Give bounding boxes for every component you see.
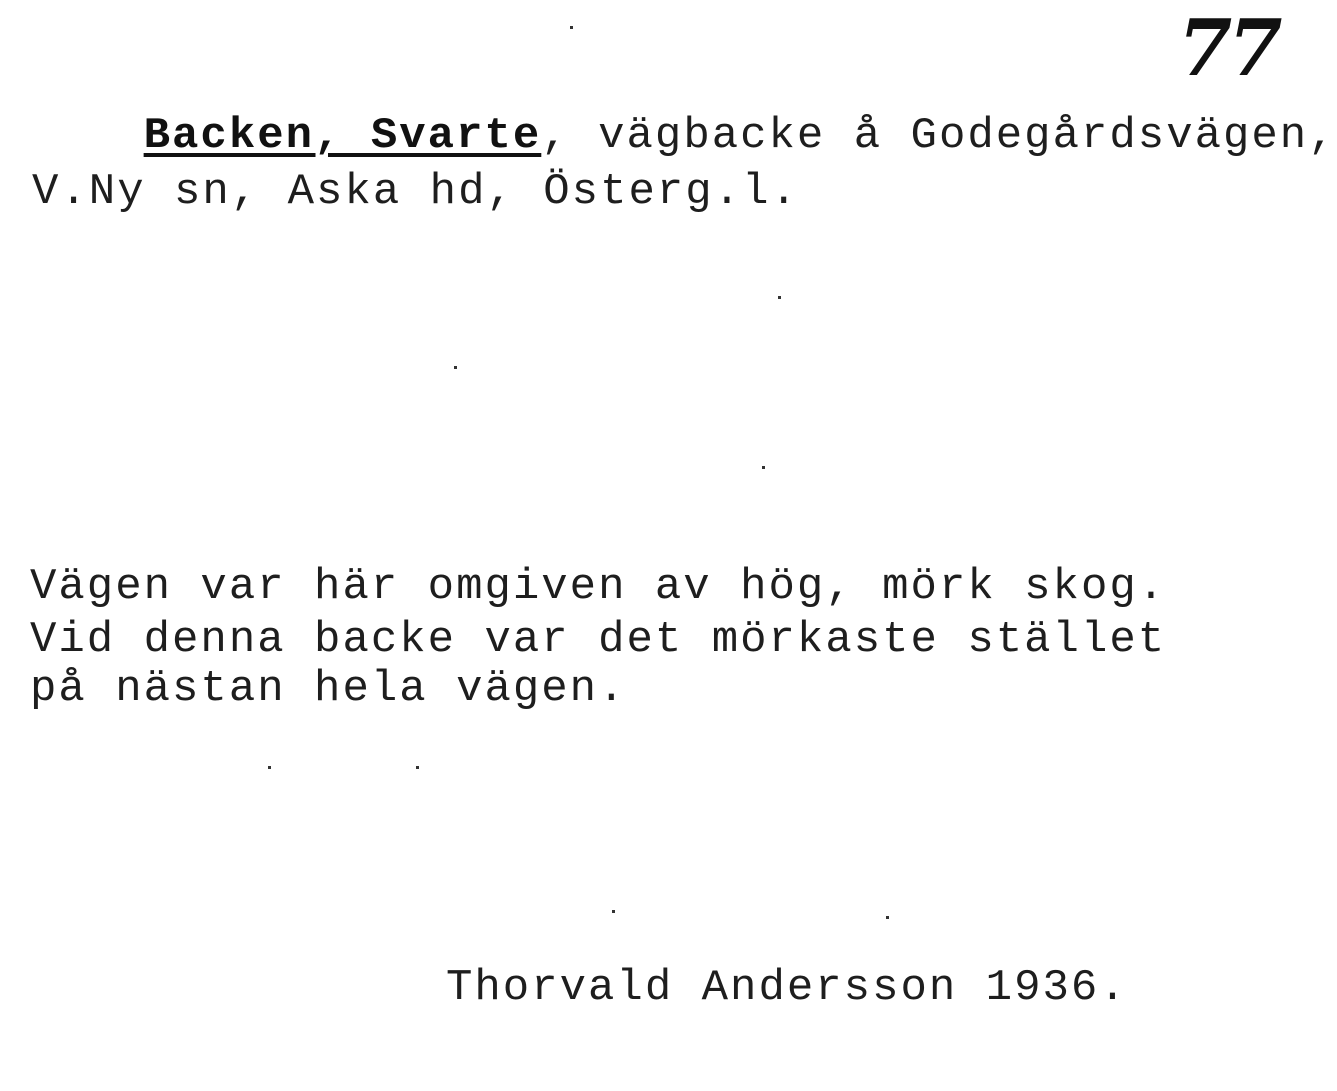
scan-speck xyxy=(268,766,271,769)
signature: Thorvald Andersson 1936. xyxy=(446,963,1128,1013)
body-text-line: Vid denna backe var det mörkaste stället xyxy=(30,615,1167,665)
entry-location: V.Ny sn, Aska hd, Österg.l. xyxy=(32,167,799,217)
body-text-line: på nästan hela vägen. xyxy=(30,664,627,714)
scan-speck xyxy=(612,910,615,913)
entry-term: Backen, Svarte xyxy=(143,111,542,161)
scan-speck xyxy=(454,366,457,369)
scan-speck xyxy=(416,766,419,769)
card-number: 77 xyxy=(1178,3,1279,94)
body-text-line: Vägen var här omgiven av hög, mörk skog. xyxy=(30,562,1167,612)
entry-description: , vägbacke å Godegårdsvägen, xyxy=(541,111,1337,161)
scan-speck xyxy=(778,296,781,299)
scan-speck xyxy=(886,916,889,919)
scan-speck xyxy=(570,26,573,29)
scan-speck xyxy=(762,466,765,469)
